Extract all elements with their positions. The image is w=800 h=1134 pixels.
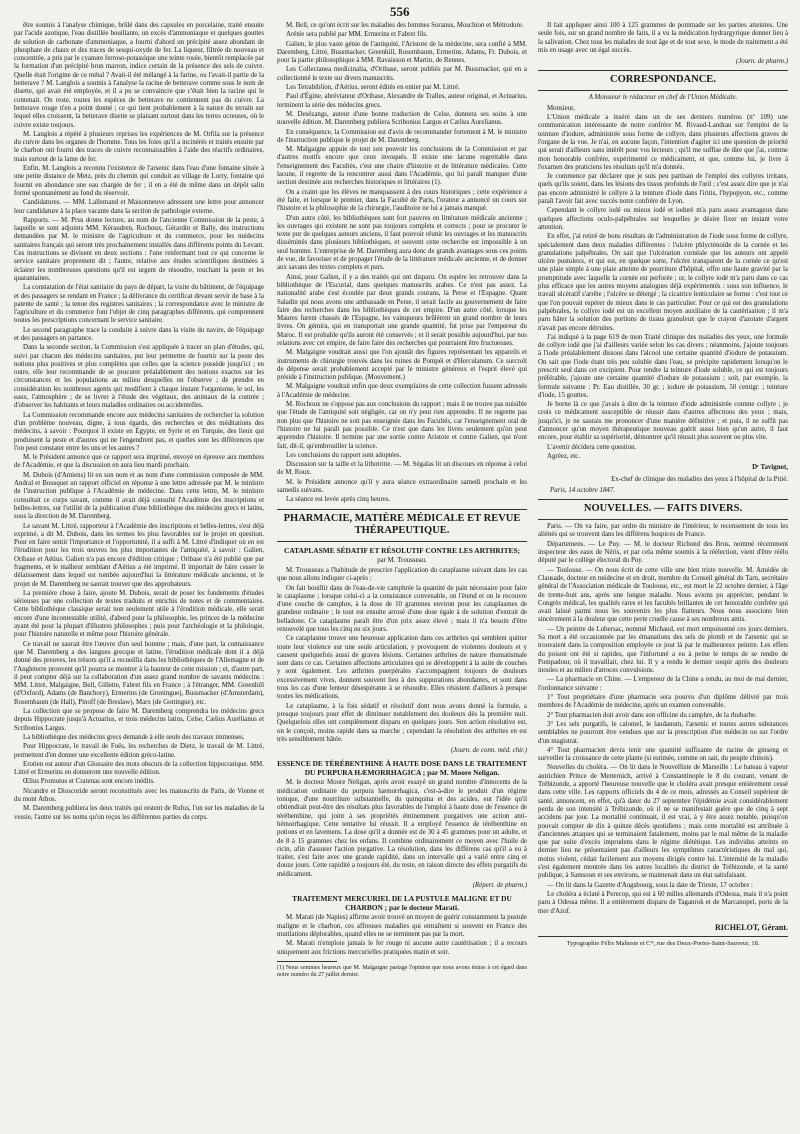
paragraph: Nicandre et Dioscoride seront reconstitués avec les manuscrits de Paris, de Vienne et du mont Athos. [14,787,264,804]
paragraph: M. Malgaigne voudrait aussi que l'on ajoutât des figures représentant les appareils et instruments de chirurgie trouvés dans les ruines de Pompéi et d'Herculanum. Ce surcroît de dépense serait probablement accepté par le ministre généreux et l'esprit élevé qui préside à l'instruction publique. (Mouvement.) [277,349,527,382]
paragraph: Les Tetrabiblion, d'Aétius, seront édités en entier par M. Littré. [286,84,460,92]
news-item: 4° Tout pharmacien devra tenir une quantité suffisante de racine de ginseng et surveiller la croissance de cette plante (si estimée, comme on sait, du peuple chinois). [538,746,788,763]
news-item: 3° Les sels purgatifs, le calomel, le laudanum, l'arsenic et toutes autres substances semblables ne pourront être vendues que sur la prescription d'un médecin ou sur l'ordre d'un magistrat. [538,720,788,745]
paragraph: Discussion sur la taille et la lithotritie. — M. Ségalas lit un discours en réponse à celui de M. Roux. [277,461,527,477]
paragraph: La bibliothèque des médecins grecs demande à elle seule des travaux immenses. [23,733,245,741]
news-item: Nouvelles du choléra. — On lit dans le Nouvelliste de Marseille : Le bateau à vapeur autrichien Prince de Metternich, arrivé à Constantinople le 8 du courant, venant de Trébizonde, a apporté l'heureuse nouvelle que le choléra avait presque entièrement cessé dans cette ville. Les rapports officiels du 4 de ce mois, adressés au Conseil supérieur de santé, annoncent, en effet, qu'à dater du 27 septembre l'épidémie avait considérablement perdu de son intensité à Trébizonde, où il ne se manifestait guère que de cinq à sept accidens par jour. La mortalité continuait, il est vrai, à y être assez notable, puisqu'on pouvait compter de dix à quinze décès quotidiens ; mais cette mortalité est attribuée à d'anciennes attaques qui se terminaient fatalement, moins par le mal même de la maladie que par suite d'excès imprudens dans le régime diététique. Les individus atteints en dernier lieu ne présentaient pas d'ailleurs les symptômes caractéristiques du mal qui, moins violent, cédait facilement aux moyens dirigés contre lui. L'intensité de la maladie s'est également montrée dans les autres localités du district de Trébizonde, et la santé publique, à Samsoun et ses environs, se maintenait dans un état satisfaisant. [538,764,788,880]
paragraph: M. Marati (de Naples) affirme avoir trouvé un moyen de guérir constamment la pustule maligne et le charbon, ces affreuses maladies qui entraînent si souvent en France des mutilations déplorables, quand elles ne se terminent pas par la mort. [277,914,527,938]
turpentine-article-body [277,779,527,879]
paragraph: M. Marati n'emploie jamais le fer rouge ni aucune autre cautérisation ; il a recours uniquement aux frictions mercurielles pratiquées matin et soir. [277,940,527,956]
news-section-title: NOUVELLES. — FAITS DIVERS. [583,503,743,515]
mercurial-source: (Journ. de pharm.) [735,58,788,66]
news-item: Départemens. — Le Puy. — M. le docteur Richond des Brus, nommé récemment inspecteur des eaux de Néris, et par cela même soumis à la réélection, vient d'être réélu député par le collège électoral du Puy. [538,540,788,565]
correspondence-greeting: Monsieur, [547,104,575,112]
cataplasm-article-body [277,567,527,744]
divider [277,541,527,542]
pharmacy-section-title: PHARMACIE, MATIÈRE MÉDICALE ET REVUE THÉRAPEUTIQUE. [283,512,521,536]
news-item: — On lit dans la Gazette d'Augsbourg, sous la date de Trieste, 17 octobre : [547,881,753,889]
paragraph: Le savant M. Littré, rapporteur à l'Académie des inscriptions et belles-lettres, s'est déjà exprimé, a dit M. Dubois, dans les termes les plus favorables sur le projet en question. Pour en faire sentir l'importance et l'opportunité, il a suffi à M. Littré d'indiquer où en est l'érudition pour les trois œuvres les plus importantes de l'antiquité, à savoir : Galien, Oribase et Aétius. Galien n'a pas encore d'édition critique ; Oribase n'a été publié que par fragments, et le malheur semblant d'Aétius a été imprimé. Il importait de faire cesser le délaissement dans lequel est tombée aujourd'hui la littérature médicale ancienne, et le projet de M. Daremberg ne saurait trouver que des approbateurs. [14,522,264,588]
correspondence-signature: Dʳ Tavignot, [752,464,788,472]
paragraph: On a craint que les élèves ne manquassent à des cours historiques ; cette expérience a été faite, et lorsque le premier, dans la Faculté de Paris, l'orateur a annoncé un cours sur l'histoire et la philosophie de la chirurgie, l'auditoire ne lui a jamais manqué. [277,188,527,213]
divider [538,519,788,520]
paragraph: D'un autre côté, les bibliothèques sont fort pauvres en littérature médicale ancienne ; les ouvrages qui existent ne sont pas toujours complets et corrects ; pour se procurer le texte pur de quelques auteurs anciens, il faut pouvoir réunir les ouvrages et les manuscrits disséminés dans plusieurs bibliothèques, et souvent cette recherche est impossible à un seul homme. L'entreprise de M. Daremberg aura donc de grands avantages sous ces points de vue, de favoriser et de propager l'étude de la littérature médicale ancienne, et de donner aux savans des textes complets et purs. [277,214,527,272]
correspondence-title: CORRESPONDANCE. [610,74,716,86]
footnote: (1) Nous sommes heureux que M. Malgaigne partage l'opinion que nous avons émise à cet égard dans notre numéro du 27 juillet dernier. [277,964,527,979]
paragraph: M. Malgaigne appuie de tout son pouvoir les conclusions de la Commission et par d'autres motifs encore que ceux invoqués. Il existe une lacune regrettable dans l'enseignement des Facultés, c'est une chaire d'histoire et de littérature médicales. Cette lacune, il regrette de la rencontrer aussi dans l'Académie, qui lui paraît manquer d'une section destinée aux recherches historiques et littéraires (1). [277,146,527,187]
news-item: Paris. — On va faire, par ordre du ministre de l'intérieur, le recensement de tous les aliénés qui se trouvent dans les différens hospices de France. [538,523,788,539]
paragraph: Paul d'Égine, abréviateur d'Oribase, Alexandre de Tralles, auteur original, et Actuarius, terminent la série des médecins grecs. [277,93,527,109]
paragraph: Ainsi, pour Galien, il y a des traités qui ont disparu. On espère les retrouver dans la bibliothèque de l'Escurial, dans quelques manuscrits arabes. Ce n'est pas assez. La nationalité arabe s'est écoulée par deux grands courans, la Perse et l'Espagne. Quant Saladin qui nous avons une ambassade en Perse, il serait facile au gouvernement de faire faire des recherches dans les bibliothèques de cet empire. D'un autre côté, lorsque les Maures furent chassés de l'Espagne, les vainqueurs brûlèrent un grand nombre de leurs livres. On gémira, qui en transportait une grande quantité, fut prise par l'empereur du Maroc. Il est probable qu'ils auront été conservés ; et il serait possible aujourd'hui, par nos relations avec cet empire, de faire faire des recherches qui pourraient être fructueuses. [277,273,527,347]
paragraph: Arétée sera publié par MM. Ermerins et Fabret fils. [286,31,428,39]
paragraph: En effet, j'ai retiré de bons résultats de l'administration de l'iode sous forme de collyre, spécialement dans deux maladies différentes : l'ulcère phlycténoïde de la cornée et les granulations palpébrales. On sait que l'ulcération cornéale que les auteurs ont appelé ulcère pustuleux, et qui est, en quelque sorte, l'ulcère transparent de la cornée ce qu'est une plaie simple à une plaie atteinte de pourriture d'hôpital, offre une haute gravité par la promptitude avec laquelle la cornée est perforée ; or, le collyre iodé m'a paru dans ce cas plus efficace que les autres moyens analogues déjà expérimentés : sous son influence, le travail ulcératif s'arrête ; l'ulcère se détergé ; la cicatrice lenticulaire se forme : c'est tout ce que l'on pouvait espérer de mieux dans le cas particulier. Pour ce qui est des granulations palpébrales, le collyre iodé est un excellent moyen auxiliaire de la cautérisation ; il m'a paru hâter la solution des portions de tissus granuleux que le crayon d'azotate d'argent n'avait pas encore détruites. [538,233,788,332]
divider [277,509,527,510]
cataplasm-byline: par M. Trousseau. [377,556,427,564]
paragraph: On fait bouillir dans de l'eau-de-vie camphrée la quantité de pain nécessaire pour faire le cataplasme ; lorsque celui-ci a la consistance convenable, on l'étend et on le recouvre d'une couche de camphre, à la dose de 10 grammes environ pour les cataplasmes de grandeur ordinaire ; le tout est ensuite arrosé d'une dose égale à de solution d'extrait de belladone. Ce cataplasme paraît être d'un prix assez élevé ; mais il n'a besoin d'être renouvelé que tous les cinq ou six jours. [277,584,527,633]
paragraph: La constatation de l'état sanitaire du pays de départ, la visite du bâtiment, de l'équipage et des passagers se rendant en France ; la délivrance du certificat devant servir de base à la patente de santé ; la tenue des registres sanitaires ; la correspondance avec le ministre de l'agriculture et du commerce font l'objet de cinq paragraphes différents, qui comprennent toutes les prescriptions concernant le service sanitaire. [14,284,264,325]
paragraph: M. Bell, ce qu'ont écrit sur les maladies des femmes Soranus, Moschion et Métrodore. [286,22,524,29]
news-item: — Toulouse. — On nous écrit de cette ville une bien triste nouvelle. M. Amédée de Clausade, docteur en médecine et en droit, membre du Conseil général du Tarn, secrétaire général de l'Association médicale de Toulouse, etc., est mort le 22 octobre dernier, à l'âge de trente-huit ans, après une longue maladie. Nous avions pu apprécier, pendant le Congrès médical, les qualités rares et les facultés brillantes de cet honorable confrère qui avait laissé parmi nous les souvenirs les plus flatteurs. Nous nous associons bien sincèrement à la douleur que cette perte cruelle cause à ses nombreux amis. [538,566,788,624]
paragraph: M. Desézangs, auteur d'une bonne traduction de Celse, donnera ses soins à une nouvelle édition. M. Daremberg publiera Scribonius Largus et Cælius Aurelianus. [277,110,527,127]
paragraph: M. Rochoux ne s'oppose pas aux conclusions du rapport ; mais il ne trouve pas nuisible que l'étude de l'antiquité soit négligée, car on n'y peut rien apprendre. Il ne regrette pas non plus que l'histoire ne soit pas enseignée dans les Facultés, car l'enseignement oral de l'histoire ne lui paraît pas possible. Ce n'est que dans les livres seulement qu'on peut apprendre l'histoire. Il termine par une sortie contre Aristote et contre Galien, qui n'ont fait, dit-il, qu'embrouiller la science. [277,401,527,450]
paragraph: La collection que se propose de faire M. Daremberg comprendra les médecins grecs depuis Hippocrate jusqu'à Actuarius, et trois médecins latins, Celse, Cælius Aurélianus et Scribonius Largus. [14,708,264,732]
paragraph: Dans la seconde section, la Commission s'est appliquée à tracer un plan d'études, qui, suivi par chacun des médecins sanitaires, put leur permettre de fournir sur la peste des notions plus positives et plus complètes que celles que la science possède jusqu'ici ; en outre, elle leur recommande de se procurer préalablement des notions exactes sur les circonstances et les populations au milieu desquelles on l'observe ; de prendre en considération les nombreux agents qui modifient à chaque instant l'organisme, le sol, les eaux, l'atmosphère ; de se livrer à l'étude des végétaux, des animaux de la contrée ; d'observer les habitants et leurs maladies ordinaires ou accidentelles. [14,344,264,410]
news-item: — Un peintre de Lubersac, nommé Michaud, est mort empoisonné ces jours derniers. Sa mort a été occasionnée par les émanations des sels de plomb et de l'arsenic qui se trouvaient dans la composition employée ce jour là par le malheureux peintre. Les effets du poison ont été si rapides, que l'infortuné a eu à peine le temps de se rendre de Pompadour, où il travaillait, chez lui. Il y a rendu le dernier soupir après des douleurs inouïes et au milieu d'atroces convulsions. [538,625,788,675]
news-item: — La pharmacie en Chine. — L'empereur de la Chine a rendu, au moi de mai dernier, l'ordonnance suivante : [538,676,788,692]
academy-report-continued [277,22,527,505]
correspondence-signature-title: Ex-chef de clinique des maladies des yeux à l'hôpital de la Pitié. [611,475,788,483]
news-item: 2° Tout pharmacien doit avoir dans son officine du camphre, de la rhubarbe. [547,711,757,719]
paragraph: Candidatures. — MM. Lallemand et Maisonneuve adressent une lettre pour annoncer leur candidature à la place vacante dans la section de pathologie externe. [14,199,264,215]
divider [538,70,788,71]
divider [538,499,788,500]
paragraph: Agréez, etc. [547,452,581,460]
page-number: 556 [390,4,410,19]
divider [538,90,788,91]
paragraph: Cependant le collyre iodé ou mieux iodé et ioduré m'a paru assez avantageux dans quelques affections oculo-palpébrales sur lesquelles je désire fixer un instant votre attention. [538,207,788,231]
mercurial-article-end: Il fait appliquer ainsi 100 à 125 grammes de pommade sur les parties atteintes. Une seule fois, sur un grand nombre de faits, il a vu la médication hydrargyrique donner lieu à la salivation. Chez tous les malades de tout âge et de tout sexe, le mode de traitement a été mis en usage avec un égal succès. [538,22,788,54]
printer-imprint: Typographie Félix Malteste et Cⁱᵉ, rue des Deux-Portes-Saint-Sauveur, 18. [566,940,760,948]
paragraph: M. Langlois a répété à plusieurs reprises les expériences de M. Orfila sur la présence du cuivre dans les organes de l'homme. Tous les foies qu'il a incinérés et traités ensuite par le charbon ont fourni des traces de cuivre reconnaissables à l'aide des réactifs ordinaires, mais surtout de la lame de fer. [14,130,264,163]
paragraph: M. le Président annonce que ce rapport sera imprimé, envoyé en épreuve aux membres de l'Académie, et que la discussion en aura lieu mardi prochain. [14,454,264,470]
correspondence-address: A Monsieur le rédacteur en chef de l'Union Médicale. [588,94,738,102]
paragraph: M. Daremberg publiera les deux traités qui restent de Rufus, l'un sur les maladies de la vessie, l'autre sur les noms qu'on reçus les différentes parties du corps. [14,805,264,821]
paragraph: Pour Hippocrate, le travail de Foës, les recherches de Dietz, le travail de M. Littré, permettent d'en donner une excellente édition gréco-latine. [14,743,264,759]
paragraph: En conséquence, la Commission est d'avis de recommander fortement à M. le ministre de l'instruction publique le projet de M. Daremberg. [277,128,527,144]
paragraph: J'ai indiqué à la page 619 de mon Traité clinique des maladies des yeux, une formule de collyre iodé que j'ai d'ailleurs variée selon les cas divers ; néanmoins, j'ajoute toujours à l'iode préalablement dissous dans l'alcool une certaine quantité d'iodure de potassium. On sait que l'iode étant très peu soluble dans l'eau, se précipite rapidement lorsqu'on le prescrit seul dans cet excipient. Pour rendre la teinture d'iode soluble, ce qui est toujours préférable, j'ajoute une certaine quantité d'iodure de potassium ; soit, par exemple, la formule suivante : Pr. Eau distillée, 30 gr. ; iodure de potassium, 50 centigr. ; teinture d'iode, 15 gouttes. [538,333,788,399]
news-item: 1° Tout propriétaire d'une pharmacie sera pourvu d'un diplôme délivré par trois membres de l'Académie de médecine, après un examen convenable. [538,694,788,710]
paragraph: Enfin, M. Langlois a reconnu l'existence de l'arsenic dans l'eau d'une fontaine située à une petite distance de Metz, près du chemin qui conduit au village de Lorry, fontaine qui fournit en abondance une eau chargée de fer ; il en a été de même dans un dépôt salin formé spontanément au fond du réservoir. [14,165,264,197]
turpentine-source: (Répert. de pharm.) [472,882,527,890]
paragraph: L'avenir décidera cette question. [547,443,637,451]
news-body [538,523,788,916]
paragraph: Galien, le plus vaste génie de l'antiquité, l'Aristote de la médecine, sera confié à MM. Daremberg, Littré, Bussmacker, Greenhill, Rosembaum, Ermerins, Adams, Fr. Dubois, et pour la partie philosophique à MM. Ravaisson et Martin, de Rennes. [277,40,527,65]
paragraph: La Commission recommande encore aux médecins sanitaires de rechercher la solution d'un problème nouveau, digne, à tous égards, des recherches et des méditations des médecins, à savoir : Pourquoi il existe en Égypte, en Syrie et en Turquie, des lieux qui produisent la peste et d'autres qui ne l'engendrent pas, et quelles sont les différences que l'on peut constater entre les uns et les autres ? [14,411,264,452]
paragraph: Ce travail ne saurait être l'œuvre d'un seul homme ; mais, d'une part, la connaissance que M. Daremberg a des langues grecque et latine, l'érudition médicale dont il a déjà donné des preuves, les trésors qu'il a recueillis dans les bibliothèques de l'Allemagne et de l'Angleterre prouvent qu'il pourra se montrer à la hauteur de cette mission ; et, d'autre part, il peut compter déjà sur la collaboration d'un assez grand nombre de savants médecins : MM. Littré, Malgaigne, Bell, Gillette, Fabret fils en France ; à l'étranger, MM. Greenhill (d'Oxford), Adams (de Banchory), Ermerins (de Groningue), Bussmacker (d'Amsterdam), Rosembaum (de Hall), Pinoff (de Breslaw), Marx (de Gottingue), etc. [14,640,264,706]
correspondence-body [538,114,788,461]
paragraph: Le second paragraphe trace la conduite à suivre dans la visite du navire, de l'équipage et des passagers en partance. [14,326,264,342]
mercurial-article-title: TRAITEMENT MERCURIEL DE LA PUSTULE MALIGNE ET DU CHARBON ; par le docteur Marati. [292,894,512,913]
divider [538,936,788,937]
cataplasm-source: (Journ. de conn. méd. chir.) [450,747,527,755]
paragraph: Les conclusions du rapport sont adoptées. [286,451,402,459]
paragraph: La séance est levée après cinq heures. [286,496,391,504]
paragraph: Rapports. — M. Prus donne lecture, au nom de l'ancienne Commission de la peste, à laquelle se sont adjoints MM. Kéraudren, Rochoux, Gérardin et Bally, des instructions demandées par M. le ministre de l'agriculture et du commerce, pour les médecins sanitaires français qui seront très prochainement installés dans différents points du Levant. Ces instructions se divisent en deux sections : l'une renfermant tout ce qui concerne le service sanitaire proprement dit ; l'autre, relative aux études scientifiques destinées à éclairer les nombreuses questions qu'il est urgent de résoudre, touchant la peste et les quarantaines. [14,216,264,282]
paragraph: M. Malgaigne voudrait enfin que deux exemplaires de cette collection fussent adressés à l'Académie de médecine. [277,383,527,399]
correspondence-date: Paris, 14 octobre 1847. [550,486,616,494]
paragraph: Le cataplasme, à la fois sédatif et résolutif dont nous avons donné la formule, a presque toujours pour effet de diminuer notablement des douleurs dès la première nuit. Quelquefois elles ont complètement disparu en quelques jours. Son action résolutive est, on le conçoit, moins rapide dans sa marche ; cependant la résolution des arthrites en est très sensiblement hâtée. [277,702,527,743]
paragraph: Ce cataplasme trouve une heureuse application dans ces arthrites qui semblent quitter toute leur violence sur une seule articulation, y provoquent de violentes douleurs et y causent quelquefois aussi de graves lésions. Certaines arthrites de nature rhumatismale sont dans ce cas. Certaines affections articulaires qui se développent à la suite de couches y sont également. Les arthrites puerpérales s'accompagnent toujours de douleurs excessivement vives, donnent souvent lieu à des suppurations abondantes, et sont dans tous les cas d'une lenteur désespérante à se résoudre. Elles résistent d'ailleurs à presque toutes les médications. [277,635,527,701]
paragraph: Les Collectanea medicinalia, d'Oribase, seront publiés par M. Bussmacker, qui en a collectionné le texte sur divers manuscrits. [277,66,527,82]
paragraph: Œlius Promotus et Cratenas sont encore inédits. [23,778,155,786]
footnote-divider [277,961,337,962]
editor-manager-signature: RICHELOT, Gérant. [715,922,788,932]
paragraph: La première chose à faire, ajoute M. Dubois, serait de poser les fondements d'études sérieuses par une collection de textes traduits et enrichis de notes et de commentaires. Cette bibliothèque classique serait non seulement utile à l'érudition médicale, elle serait encore d'une incontestable utilité, d'abord pour la philosophie, les princes de la médecine ayant été pour la plupart d'illustres philosophes ; puis pour l'archéologie et la philologie, pour l'histoire naturelle et même pour l'histoire générale. [14,589,264,639]
column-middle [277,22,527,1122]
news-item: Le choléra a éclaté à Perecop, qui est à 60 milles allemands d'Odessa, mais il n'a point paru à Odessa même. Il a entièrement disparu de Taganrok et de Marcanopel, ports de la mer d'Azof. [538,890,788,915]
paragraph: être soumis à l'analyse chimique, brûlé dans des capsules en porcelaine, traité ensuite par l'acide azotique, l'eau distillée bouillante, un excès d'ammoniaque et quelques gouttes de solution de carbonate d'ammoniaque, a fourni d'abord un précipité assez abondant de phosphate de chaux et des traces de sesqui-oxyde de fer. La liqueur, filtrée de nouveau et concentrée, a pris par le cyanure ferroso-potassique une teinte rosée, bientôt remplacée par la formation d'un précipité brun marron, indice certain de la présence des sels de cuivre. Quelle était l'origine de ce métal ? Avait-il été mélangé à la farine, ou l'avait-il partie de la betterave ? M. Langlois a soumis à l'analyse la racine de betterave comme sous le nom de disette, qui avait été employée, et il a pu se convaincre que c'était bien la racine qui le contenait. On reste, toutes les espèces de betterave ne contiennent pas du cuivre. La betterave rouge n'en a point donné ; ce qui tient probablement à la nature du terrain sur lequel elles croissent, la betterave disette se plaisant surtout dans les terres ocreuses, où le cuivre existe toujours. [14,22,264,129]
paragraph: Je commence par déclarer que je suis peu partisan de l'emploi des collyres irritans, quels qu'ils soient, dans les lésions des tissus profonds de l'œil ; c'est assez dire que je n'ai pas encore administré le collyre à la teinture d'iode dans l'iritis, l'hypopyon, etc., comme paraît l'avoir fait avec succès notre confrère de Lyon. [538,173,788,206]
cataplasm-article-title: CATAPLASME SÉDATIF ET RÉSOLUTIF CONTRE LES ARTHRITES; [283,545,521,555]
paragraph: L'Union médicale a inséré dans un de ses derniers numéros (nº 109) une communication intéressante de notre confrère M. Rivaud-Landrau sur l'emploi de la teinture d'iodure, administrée sous forme de collyre, dans plusieurs affections graves de l'organe de la vue. Je n'ai, en aucune façon, l'intention d'agiter ici une question de priorité qui serait d'ailleurs sans intérêt pour vos lecteurs ; qu'il me suffise de dire que j'ai, comme mon honorable confrère, expérimenté ce médicament, et que, comme lui, je livre à l'examen des praticiens les résultats qu'il m'a donnés. [538,114,788,171]
turpentine-article-title: ESSENCE DE TÉRÉBENTHINE À HAUTE DOSE DANS LE TRAITEMENT DU PURPURA HÆMORRHAGICA ; par M. Moore Neligan. [277,759,527,778]
column-right [538,22,788,1122]
paragraph: Erotien est auteur d'un Glossaire des mots obscurs de la collection hippocratique. MM. Littré et Ermerins en donneront une nouvelle édition. [14,760,264,777]
column-left [14,22,264,1122]
paragraph: M. Trousseau a l'habitude de prescrire l'application du cataplasme suivant dans les cas que nous allons indiquer ci-après : [277,566,527,583]
mercurial-article-body [277,914,527,956]
paragraph: M. Dubois (d'Amiens) lit en son nom et au nom d'une commission composée de MM. Andral et Bousquet un rapport officiel en réponse à une lettre adressée par M. le ministre de l'instruction publique à l'Académie de médecine. Dans cette lettre, M. le ministre consultait ce corps savant, comme il avait déjà consulté l'Académie des inscriptions et belles-lettres, sur l'utilité de la publication d'une bibliothèque des médecins grecs et latins, sous la direction de M. Daremberg. [14,471,264,521]
paragraph: Je borne là ce que j'avais à dire de la teinture d'iode administrée comme collyre ; je crois ce médicament susceptible de réussir dans d'autres affections des yeux ; mais, jusqu'ici, je ne saurais me prononcer d'une manière définitive ; et puis, il ne suffit pas d'annoncer qu'un moyen thérapeutique nouveau guérit aussi bien qu'un autre, il faut encore, pour établir sa supériorité, démontrer qu'il réussit plus souvent ou plus vite. [538,401,788,442]
paragraph: M. le Président annonce qu'il y aura séance extraordinaire samedi prochain et les samedis suivans. [277,478,527,495]
paragraph: M. le docteur Moore Neligan, après avoir essayé un grand nombre d'innocents de la médication ordinaire du purpura hæmorrhagica, c'est-à-dire le produit d'un régime tonique, d'une nourriture substantielle, du quinquina et des acides, eut l'idée qu'il obtiendrait peut-être des résultats plus favorables de l'emploi à haute dose de l'essence de térébenthine, qui joint à ses propriétés éminemment purgatives une action anti-hémorrhagique. Cette tentative lui réussit. Il a employé l'essence de térébenthine en potions et en lavemens. La dose qu'il a donnée est de 30 à 45 grammes pour un adulte, et de 8 à 15 grammes chez les enfans. Il combine ordinairement ce moyen avec l'huile de ricin, afin d'assurer l'action purgative. La résolution, dans les différens cas qu'il a eu à traiter, s'est faite avec une grande rapidité, dans un intervalle qui a varié entre cinq et douze jours. Cette rapidité a toujours été, du reste, en raison directe des effets purgatifs du médicament. [277,779,527,878]
